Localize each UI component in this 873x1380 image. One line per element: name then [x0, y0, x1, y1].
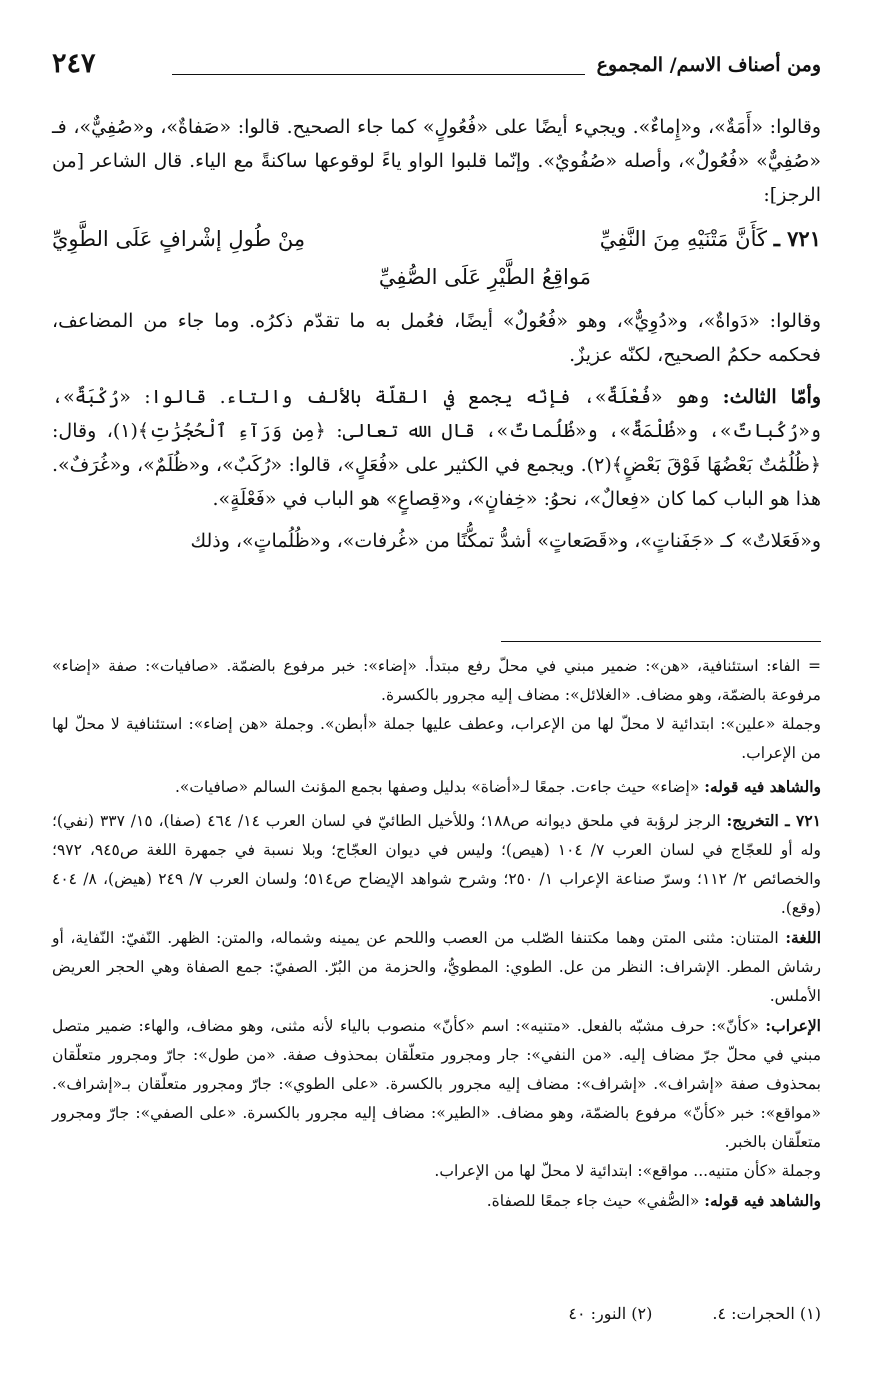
- note-lugha: اللغة: المتنان: مثنى المتن وهما مكتنفا الصّلب من العصب واللحم عن يمينه وشماله، والمتن: الظهر. النّفيّ: النّفاية، أو رشاش المطر. الإشراف: النظر من عل. الطوي: المطويُّ، والحزمة من البُرّ. الصفيّ: جمع الصفاة وهي الحجر العريض الأملس.: [52, 928, 821, 1005]
- verse-721: [52, 220, 821, 296]
- paragraph: و«فَعَلاتٌ» كـ «جَفَناتٍ»، و«قَصَعاتٍ» أشدُّ تمكُّنًا من «غُرفات»، و«ظُلُماتٍ»، وذلك: [190, 530, 821, 552]
- section-lead: وأمّا الثالث:: [722, 386, 821, 408]
- footnotes: [52, 1304, 821, 1323]
- verse-hemistich-third: مَواقِعُ الطَّيْرِ عَلَى الصُّفِيِّ: [378, 265, 591, 289]
- verse-number: ٧٢١ ـ: [773, 226, 821, 251]
- verse-hemistich-second: مِنْ طُولِ إشْرافٍ عَلَى الطَّوِيِّ: [52, 227, 306, 251]
- footnote-separator: [501, 641, 821, 642]
- commentary-notes: [52, 652, 821, 1216]
- note: = الفاء: استئنافية، «هن»: ضمير مبني في محلّ رفع مبتدأ. «إضاء»: خبر مرفوع بالضمّة. «صافيات»: صفة «إضاء» مرفوعة بالضمّة، وهو مضاف. «الغلائل»: مضاف إليه مجرور بالكسرة.: [52, 657, 821, 704]
- footnote-1: (١) الحجرات: ٤.: [712, 1304, 821, 1323]
- main-text: [52, 110, 821, 566]
- footnote-2: (٢) النور: ٤٠: [568, 1304, 653, 1323]
- note-takhrij: ٧٢١ ـ التخريج: الرجز لرؤبة في ملحق ديوانه ص١٨٨؛ وللأخيل الطائيّ في لسان العرب ١٤/ ٤٦٤ (صفا)، ١٥/ ٣٣٧ (نفي)؛ وله أو للعجّاج في لسان العرب ٧/ ١٠٤ (هيص)؛ وليس في ديوان العجّاج؛ وبلا نسبة في جمهرة اللغة ص٩٤٥، ٩٧٢؛ والخصائص ٢/ ١١٢؛ وسرّ صناعة الإعراب ١/ ٢٥٠؛ وشرح شواهد الإيضاح ص٥١٤؛ ولسان العرب ٧/ ٢٤٩ (هيض)، ٨/ ٤٠٤ (وقع).: [52, 811, 822, 917]
- note-shahid: والشاهد فيه قوله: «الصُّفي» حيث جاء جمعًا للصفاة.: [486, 1191, 821, 1210]
- note: وجملة «علين»: ابتدائية لا محلّ لها من الإعراب، وعطف عليها جملة «أبطن». وجملة «هن إضاء»: استئنافية لا محلّ لها من الإعراب.: [52, 715, 821, 762]
- page-number: ٢٤٧: [52, 48, 96, 79]
- note: والشاهد فيه قوله: «إضاء» حيث جاءت. جمعًا لـ«أضاة» بدليل وصفها بجمع المؤنث السالم «صافيات».: [174, 777, 821, 796]
- header-rule: [172, 74, 585, 75]
- note-irab: الإعراب: «كأنّ»: حرف مشبّه بالفعل. «متنيه»: اسم «كأنّ» منصوب بالياء لأنه مثنى، وهو مضاف، والهاء: ضمير متصل مبني في محلّ جرّ مضاف إليه. «من النفي»: جار ومجرور متعلّقان بمحذوف صفة. «من طول»: جارّ ومجرور متعلّقان بمحذوف صفة «إشراف». «إشراف»: مضاف إليه مجرور بالكسرة. «على الطوي»: جارّ ومجرور متعلّقان بـ«إشراف». «مواقع»: خبر «كأنّ» مرفوع بالضمّة، وهو مضاف. «الطير»: مضاف إليه مجرور بالكسرة. «على الصفي»: جارّ ومجرور متعلّقان بالخبر.: [52, 1016, 821, 1151]
- note: وجملة «كأن متنيه... مواقع»: ابتدائية لا محلّ لها من الإعراب.: [434, 1162, 821, 1180]
- running-header: [52, 48, 821, 88]
- paragraph: وأمّا الثالث: وهو «فُعْلَةٌ»، فإنّه يجمع في القلّة بالألف والتاء. قالوا: «رُكْبَةٌ»، و«رُكُباتٌ»، و«ظُلْمَةٌ»، و«ظُلُماتٌ»، قال الله تعالى: ﴿مِن وَرَآءِ ٱلْحُجُرَٰتِ﴾(١)، وقال: ﴿ظُلُمَٰتٌ بَعْضُهَا فَوْقَ بَعْضٍ﴾(٢). ويجمع في الكثير على «فُعَلٍ»، قالوا: «رُكَبٌ»، و«ظُلَمٌ»، و«غُرَفٌ». هذا هو الباب كما كان «فِعالٌ»، نحوُ: «خِفانٍ»، و«قِصاعٍ» هو الباب في «فَعْلَةٍ».: [52, 386, 822, 510]
- paragraph: وقالوا: «أَمَةٌ»، و«إِماءٌ». ويجيء أيضًا على «فُعُولٍ» كما جاء الصحيح. قالوا: «صَفاةٌ»، و«صُفِيٌّ»، فـ «صُفِيٌّ» «فُعُولٌ»، وأصله «صُفُويٌ». وإنّما قلبوا الواو ياءً لوقوعها ساكنةً مع الياء. قال الشاعر [من الرجز]:: [52, 116, 821, 206]
- verse-hemistich-first: كَأَنَّ مَتْنَيْهِ مِنَ النَّفِيِّ: [599, 227, 767, 251]
- chapter-title: ومن أصناف الاسم/ المجموع: [596, 54, 821, 76]
- paragraph: وقالوا: «دَواةٌ»، و«دُوِيٌّ»، وهو «فُعُولٌ» أيضًا، فعُمل به ما تقدّم ذكرُه. وما جاء من المضاعف، فحكمه حكمُ الصحيح، لكنّه عزيزٌ.: [52, 310, 821, 366]
